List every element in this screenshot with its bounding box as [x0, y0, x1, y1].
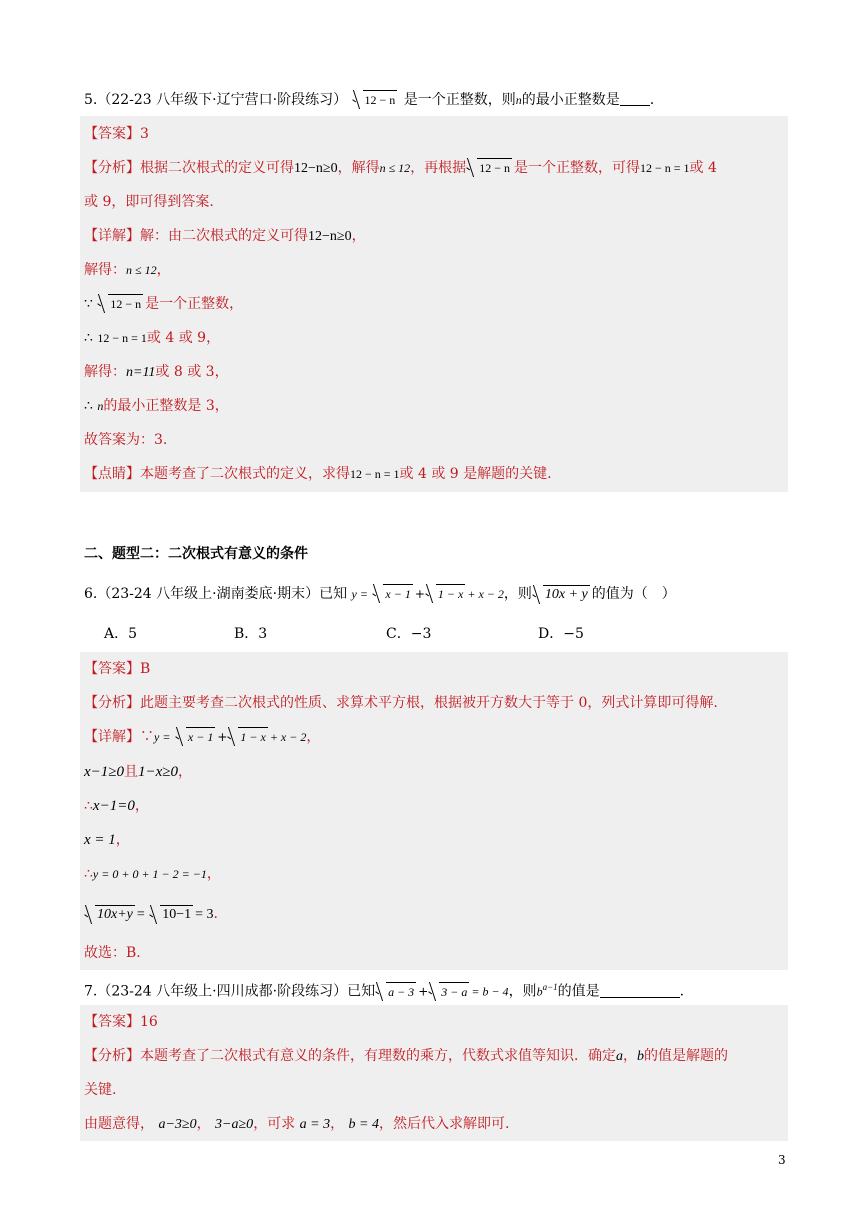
q6-sqrt3: 10x + y	[532, 585, 590, 605]
q6-detail-line2: x−1≥0且1−x≥0，	[84, 764, 193, 780]
q5-detail-line6: ∴ n的最小正整数是 3，	[84, 398, 229, 414]
q6-option-a[interactable]: A．5	[104, 626, 138, 642]
answer-blank	[620, 91, 650, 106]
q6-detail-line7: 故选：B.	[84, 945, 141, 961]
q5-detail-line7: 故答案为：3.	[84, 432, 168, 448]
q5-answer: 【答案】3	[84, 126, 149, 142]
q5-detail-line3: ∵ 12 − n 是一个正整数，	[84, 296, 244, 312]
q7-sqrt1: a − 3	[375, 982, 416, 1002]
page-number: 3	[778, 1153, 786, 1167]
q6-detail-line1: 【详解】∵y = x − 1 + 1 − x + x − 2，	[84, 729, 321, 745]
q5-detail-line4: ∴ 12 − n = 1或 4 或 9，	[84, 330, 221, 346]
q7-stem: 7.（23-24 八年级上·四川成都·阶段练习）已知 a − 3 + 3 − a = b − 4，则$b^{a-1}$的值是 .	[84, 982, 685, 1000]
q7-answer: 【答案】16	[84, 1014, 158, 1030]
q6-sqrt2: 1 − x	[227, 727, 267, 747]
q7-analysis-line1: 【分析】本题考查了二次根式有意义的条件，有理数的乘方，代数式求值等知识．确定a，b的值是解题的	[84, 1048, 728, 1064]
q6-detail-line4: x = 1，	[84, 832, 130, 848]
q5-sqrt: 12 − n	[97, 294, 143, 314]
q5-detail-line5: 解得：n=11或 8 或 3，	[84, 364, 229, 380]
q7-sqrt2: 3 − a	[428, 982, 469, 1002]
q6-sqrt4: 10−1	[149, 905, 193, 925]
q6-option-c[interactable]: C．−3	[386, 626, 432, 642]
q5-stem: 5.（22-23 八年级下·辽宁营口·阶段练习） 12 − n 是一个正整数，则n的最小正整数是 .	[84, 92, 655, 108]
q5-point: 【点睛】本题考查了二次根式的定义，求得12 − n = 1或 4 或 9 是解题的关键.	[84, 466, 552, 482]
q5-sqrt: 12 − n	[466, 158, 512, 178]
q5-detail-line1: 【详解】解：由二次根式的定义可得12−n≥0，	[84, 228, 366, 244]
q6-sqrt2: 1 − x	[425, 584, 465, 604]
q6-option-b[interactable]: B．3	[234, 626, 268, 642]
q7-analysis-line3: 由题意得， a−3≥0， 3−a≥0，可求 a = 3， b = 4，然后代入求解即可.	[84, 1116, 510, 1132]
q6-stem: 6.（23-24 八年级上·湖南娄底·期末）已知 y = x − 1 + 1 − x + x − 2，则 10x + y 的值为（ ）	[84, 584, 676, 605]
q6-sqrt1: x − 1	[175, 727, 215, 747]
q7-analysis-line2: 关键.	[84, 1082, 117, 1098]
q5-sqrt: 12 − n	[352, 90, 398, 110]
q6-detail-line3: ∴x−1=0，	[84, 798, 149, 814]
section-heading: 二、题型二：二次根式有意义的条件	[84, 546, 308, 562]
answer-blank	[600, 983, 680, 998]
q6-sqrt3: 10x+y	[84, 905, 135, 925]
q6-analysis: 【分析】此题主要考查二次根式的性质、求算术平方根，根据被开方数大于等于 0，列式计算即可得解.	[84, 695, 718, 711]
q6-detail-line6: 10x+y = 10−1 = 3.	[84, 904, 218, 925]
q6-option-d[interactable]: D．−5	[538, 626, 584, 642]
q5-analysis-line1: 【分析】根据二次根式的定义可得12−n≥0，解得n ≤ 12，再根据 12 − n 是一个正整数，可得12 − n = 1或 4	[84, 160, 717, 176]
q5-analysis-line2: 或 9，即可得到答案.	[84, 194, 214, 210]
q6-detail-line5: ∴y = 0 + 0 + 1 − 2 = −1，	[84, 866, 221, 882]
q5-detail-line2: 解得：n ≤ 12，	[84, 262, 171, 278]
q6-sqrt1: x − 1	[372, 584, 412, 604]
q6-answer: 【答案】B	[84, 661, 151, 677]
